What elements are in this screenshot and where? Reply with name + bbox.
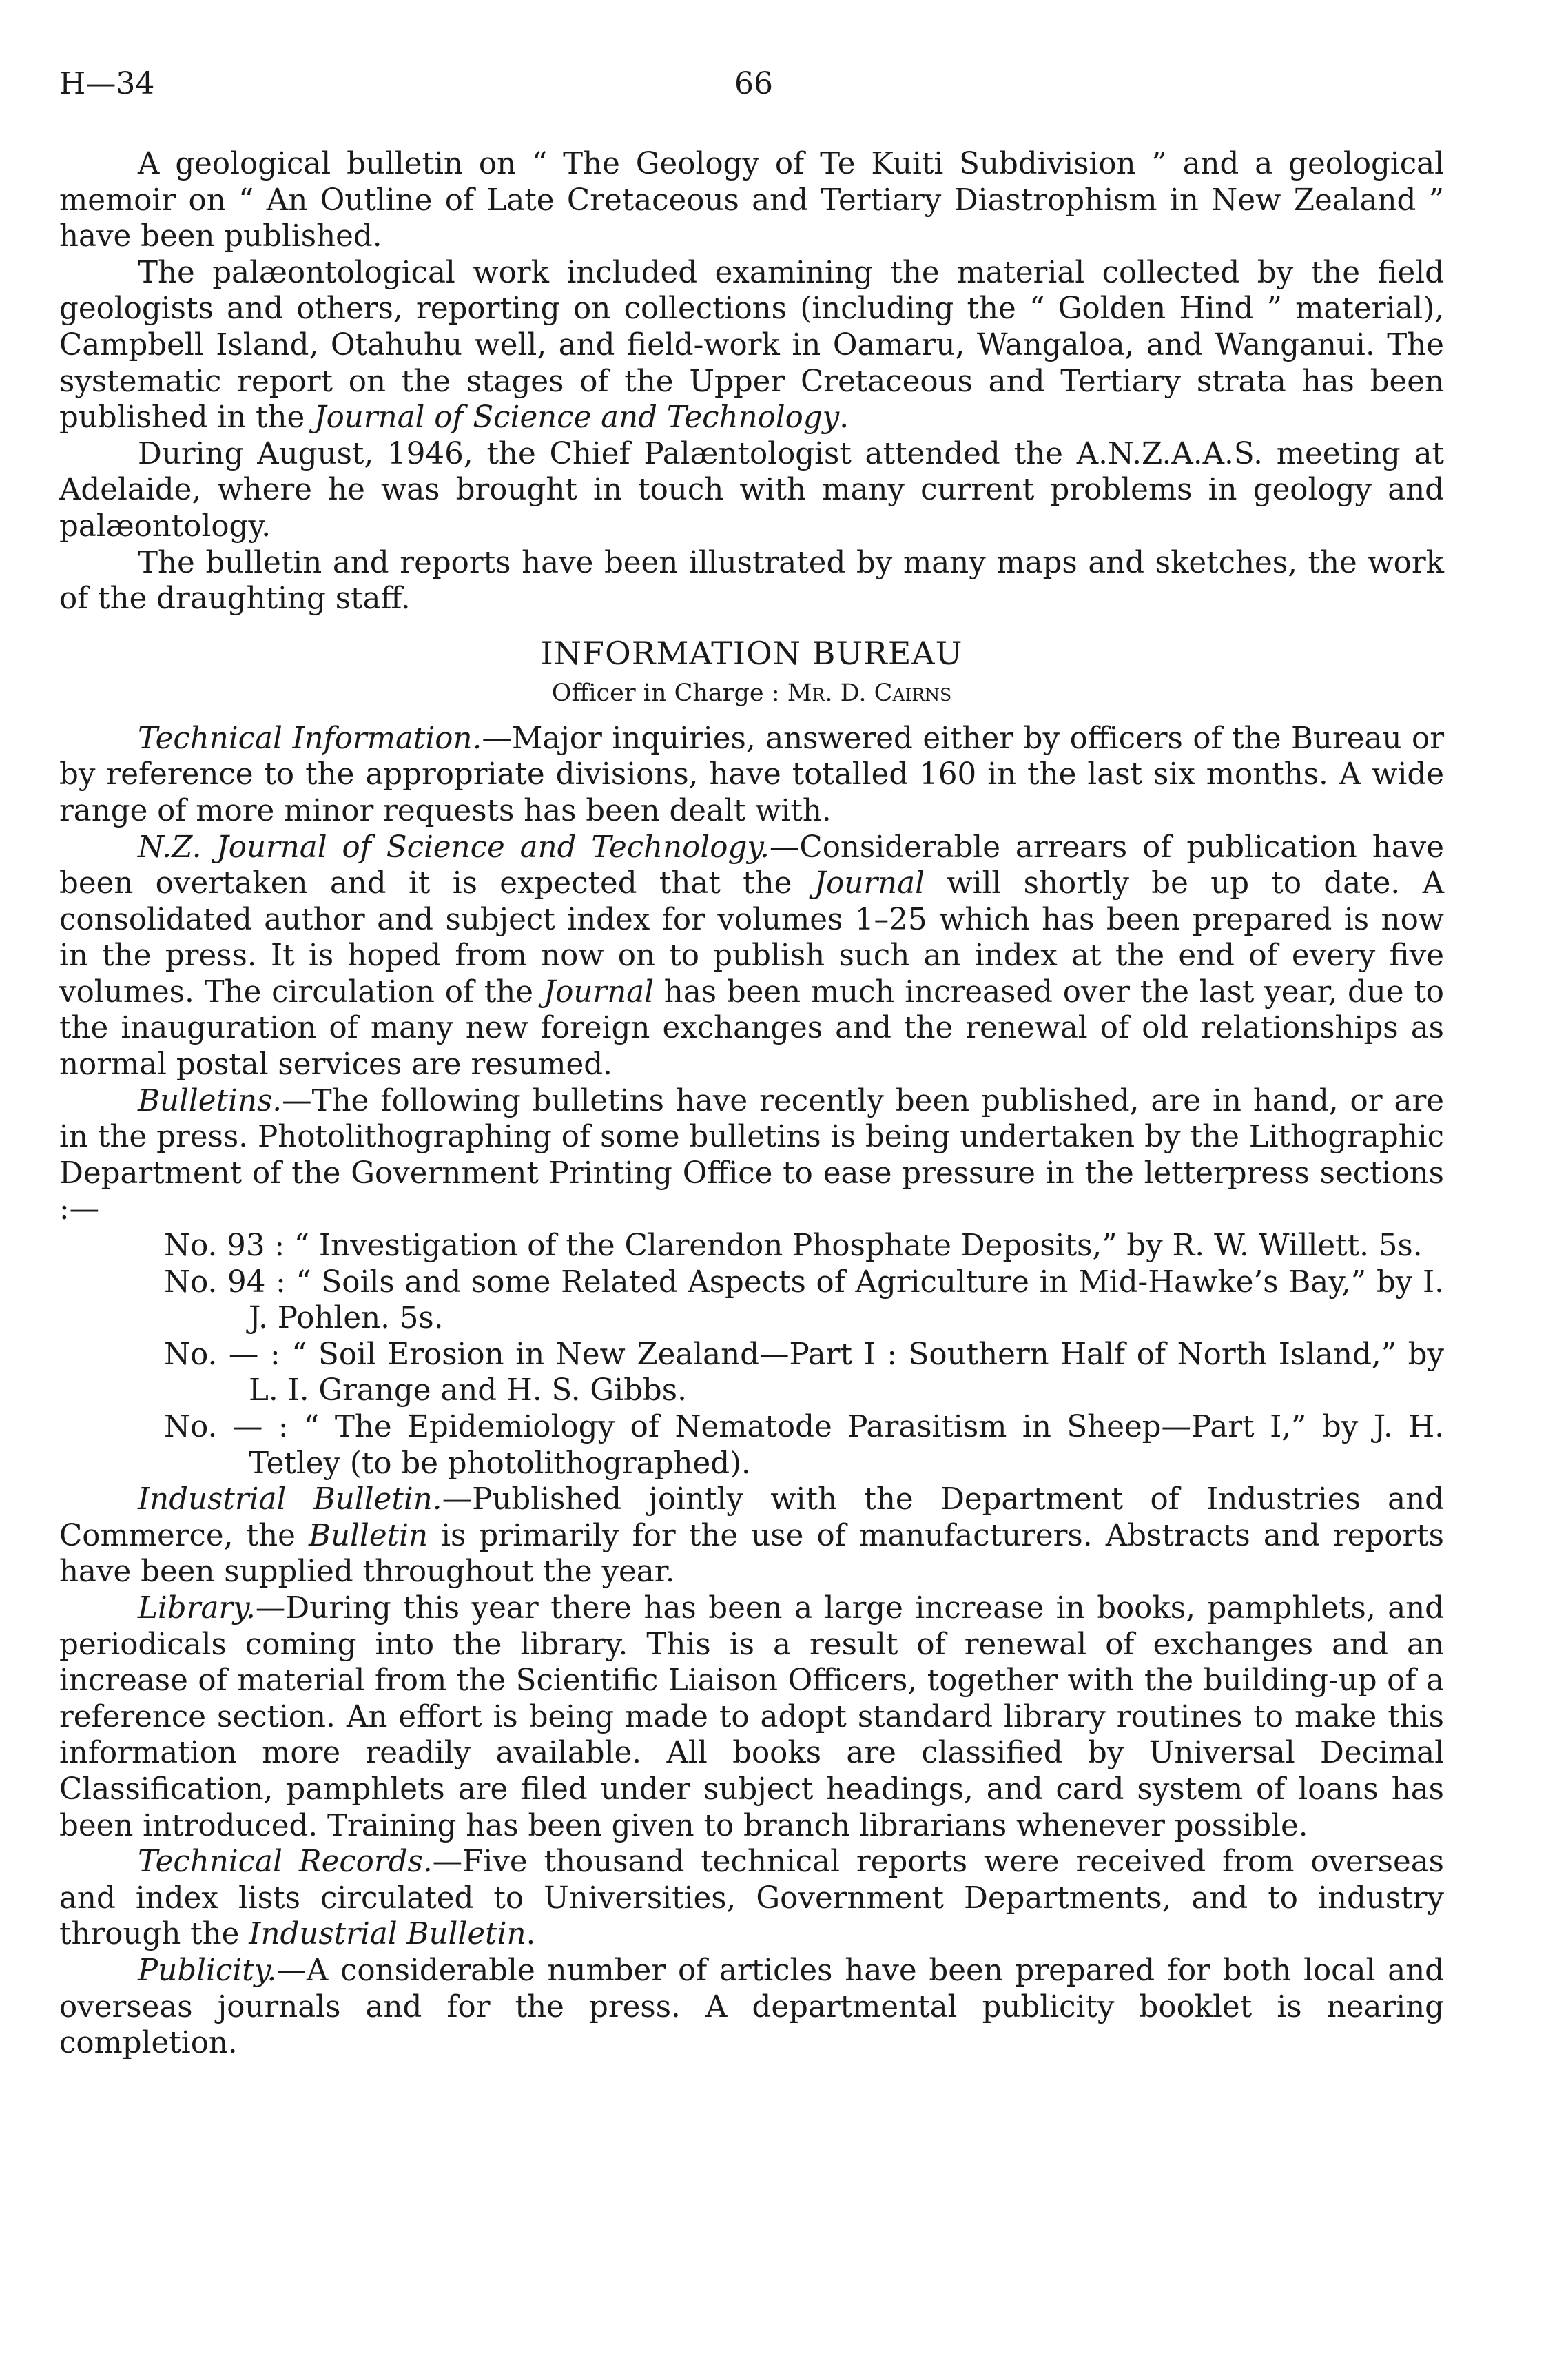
list-item: No. — : “ The Epidemiology of Nematode Parasitism in Sheep—Part I,” by J. H. Tetley (to be photolithographed). <box>164 1410 1444 1481</box>
paragraph-industrial-bulletin: Industrial Bulletin.—Published jointly with the Department of Industries and Commerce, the Bulletin is primarily for the use of manufacturers. Abstracts and reports have been supplied throughout the year. <box>59 1482 1444 1590</box>
paragraph-geological-bulletin: A geological bulletin on “ The Geology of Te Kuiti Subdivision ” and a geological memoir on “ An Outline of Late Cretaceous and Tertiary Diastrophism in New Zealand ” have been published. <box>59 147 1444 254</box>
list-item: No. — : “ Soil Erosion in New Zealand—Part I : Southern Half of North Island,” by L. I. Grange and H. S. Gibbs. <box>164 1337 1444 1408</box>
paragraph-library: Library.—During this year there has been a large increase in books, pamphlets, and periodicals coming into the library. This is a result of renewal of exchanges and an increase of material from the Scientific Liaison Officers, together with the building-up of a reference section. An effort is being made to adopt standard library routines to make this information more readily available. All books are classified by Universal Decimal Classification, pamphlets are filed under subject headings, and card system of loans has been introduced. Training has been given to branch librarians whenever possible. <box>59 1590 1444 1843</box>
paragraph-palaeontological-work: The palæontological work included examining the material collected by the field geologists and others, reporting on collections (including the “ Golden Hind ” material), Campbell Island, Otahuhu well, and field-work in Oamaru, Wangaloa, and Wanganui. The systematic report on the stages of the Upper Cretaceous and Tertiary strata has been published in the Journal of Science and Technology. <box>59 255 1444 435</box>
bulletin-list <box>59 1228 1444 1481</box>
list-item: No. 94 : “ Soils and some Related Aspects of Agriculture in Mid-Hawke’s Bay,” by I. J. Pohlen. 5s. <box>164 1264 1444 1336</box>
document-code: H—34 <box>59 66 155 101</box>
paragraph-technical-information: Technical Information.—Major inquiries, answered either by officers of the Bureau or by reference to the appropriate divisions, have totalled 160 in the last six months. A wide range of more minor requests has been dealt with. <box>59 721 1444 828</box>
paragraph-illustrations: The bulletin and reports have been illustrated by many maps and sketches, the work of the draughting staff. <box>59 545 1444 617</box>
page-number: 66 <box>734 66 773 101</box>
officer-in-charge: Officer in Charge : Mr. D. Cairns <box>551 679 952 707</box>
paragraph-anzaas-meeting: During August, 1946, the Chief Palæntologist attended the A.N.Z.A.A.S. meeting at Adelaide, where he was brought in touch with many current problems in geology and palæontology. <box>59 436 1444 544</box>
paragraph-bulletins: Bulletins.—The following bulletins have recently been published, are in hand, or are in the press. Photolithographing of some bulletins is being undertaken by the Lithographic Department of the Government Printing Office to ease pressure in the letterpress sections :— <box>59 1083 1444 1227</box>
journal-reference: Journal of Science and Technology <box>314 400 840 435</box>
page-header <box>59 66 1444 107</box>
section-title: INFORMATION BUREAU <box>540 634 963 672</box>
officer-name: Mr. D. Cairns <box>787 679 952 707</box>
list-item: No. 93 : “ Investigation of the Clarendon Phosphate Deposits,” by R. W. Willett. 5s. <box>164 1229 1423 1264</box>
paragraph-journal: N.Z. Journal of Science and Technology.—Considerable arrears of publication have been overtaken and it is expected that the Journal will shortly be up to date. A consolidated author and subject index for volumes 1–25 which has been prepared is now in the press. It is hoped from now on to publish such an index at the end of every five volumes. The circulation of the Journal has been much increased over the last year, due to the inauguration of many new foreign exchanges and the renewal of old relationships as normal postal services are resumed. <box>59 830 1444 1083</box>
paragraph-publicity: Publicity.—A considerable number of articles have been prepared for both local and overseas journals and for the press. A departmental publicity booklet is nearing completion. <box>59 1953 1444 2061</box>
page-content <box>59 146 1444 2062</box>
paragraph-technical-records: Technical Records.—Five thousand technical reports were received from overseas and index lists circulated to Universities, Government Departments, and to industry through the Industrial Bulletin. <box>59 1845 1444 1952</box>
